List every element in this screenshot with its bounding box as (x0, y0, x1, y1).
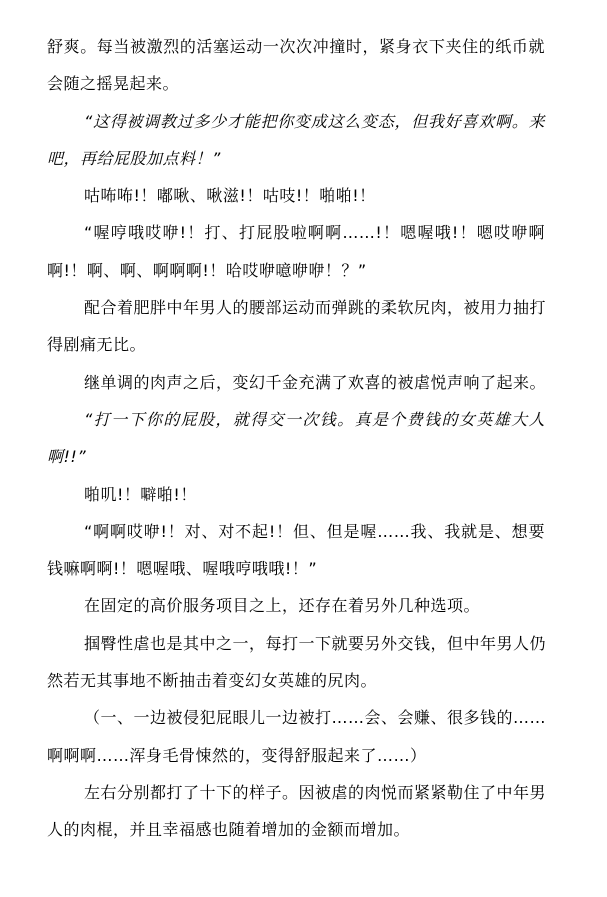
text-line: “喔哼哦哎咿!！打、打屁股啦啊啊……!！嗯喔哦!！嗯哎咿啊 (84, 223, 545, 243)
text-line: “这得被调教过多少才能把你变成这么变态，但我好喜欢啊。来 (84, 111, 545, 131)
text-line: 钱嘛啊啊!！嗯喔哦、喔哦哼哦哦!！” (47, 559, 318, 579)
text-line: 吧，再给屁股加点料！” (47, 148, 221, 168)
text-line: “打一下你的屁股，就得交一次钱。真是个费钱的女英雄大人 (84, 409, 545, 429)
text-line: 掴臀性虐也是其中之一，每打一下就要另外交钱，但中年男人仍 (84, 633, 547, 653)
text-line: 在固定的高价服务项目之上，还存在着另外几种选项。 (84, 596, 481, 616)
text-line: 配合着肥胖中年男人的腰部运动而弹跳的柔软尻肉，被用力抽打 (84, 298, 547, 318)
text-line: 然若无其事地不断抽击着变幻女英雄的尻肉。 (47, 671, 378, 691)
text-line: 啊!!” (47, 447, 87, 467)
text-line: 啪叽!！噼啪!！ (84, 484, 197, 504)
text-line: 会随之摇晃起来。 (47, 74, 180, 94)
text-line: 啊啊啊……浑身毛骨悚然的，变得舒服起来了……） (47, 745, 427, 765)
text-line: 舒爽。每当被激烈的活塞运动一次次冲撞时，紧身衣下夹住的纸币就 (47, 37, 545, 56)
text-line: 人的肉棍，并且幸福感也随着增加的金额而增加。 (47, 820, 411, 840)
text-line: 继单调的肉声之后，变幻千金充满了欢喜的被虐悦声响了起来。 (84, 372, 547, 392)
text-line: 啊!！啊、啊、啊啊啊!！哈哎咿噫咿咿！？” (47, 260, 367, 280)
text-line: （一、一边被侵犯屁眼儿一边被打……会、会赚、很多钱的…… (84, 708, 547, 728)
text-line: 得剧痛无比。 (47, 335, 147, 355)
text-line: “啊啊哎咿!！对、对不起!！但、但是喔……我、我就是、想要 (84, 521, 545, 541)
document-page (47, 28, 545, 849)
text-line: 左右分别都打了十下的样子。因被虐的肉悦而紧紧勒住了中年男 (84, 782, 547, 802)
text-line: 咕咘咘!！嘟啾、啾滋!！咕吱!！啪啪!！ (84, 186, 376, 206)
